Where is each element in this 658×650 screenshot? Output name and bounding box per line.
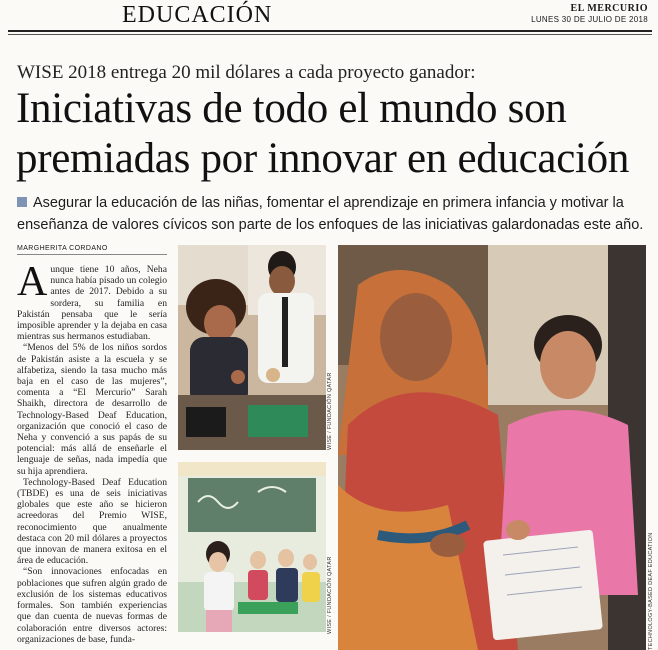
photo-illustration (178, 245, 326, 450)
photo-mother-daughter (338, 245, 646, 650)
article-headline: Iniciativas de todo el mundo son premiadas por innovar en educación (16, 85, 630, 182)
paragraph: Technology-Based Deaf Education (TBDE) es una de seis iniciativas globales que este año se hicieron acreedoras del Premio WISE, reconocimiento que anualmente destaca con 20 mil dólares a proyectos que innovan de manera exitosa en el área de educación. (17, 476, 167, 567)
paragraph (17, 264, 167, 342)
section-title: EDUCACIÓN (122, 2, 273, 28)
article-body (17, 264, 167, 650)
newspaper-name: EL MERCURIO (570, 3, 648, 14)
drop-cap: A (17, 264, 48, 305)
square-bullet-icon (17, 197, 27, 207)
photo-children-classroom (178, 462, 326, 632)
masthead (531, 3, 648, 24)
issue-date: LUNES 30 DE JULIO DE 2018 (531, 15, 648, 24)
header-rule (8, 30, 652, 32)
photo-illustration (338, 245, 646, 650)
paragraph: “Son innovaciones enfocadas en poblaciones que sufren algún grado de exclusión de los sistemas educativos formales. Son también experiencias que dan cuenta de nuevas formas de colaboración entre diversos actores: organizaciones de base, funda- (17, 566, 167, 645)
paragraph: “Menos del 5% de los niños sordos de Pakistán asiste a la escuela y se alfabetiza, siendo la tasa mucho más baja en el caso de las mujeres”, comenta a “El Mercurio” Sarah Shaikh, directora de desarrollo de Technology-Based Deaf Education, organización que conoció el caso de Neha y convenció a sus papás de su potencial: más allá de enseñarle el lenguaje de señas, nada impedía que su hija aprendiera. (17, 342, 167, 477)
photo-credit: TECHNOLOGY-BASED DEAF EDUCATION (648, 532, 654, 650)
article-kicker: WISE 2018 entrega 20 mil dólares a cada proyecto ganador: (17, 62, 476, 83)
photo-students-electronics (178, 245, 326, 450)
paragraph-text: unque tiene 10 años, Neha nunca había pisado un colegio antes de 2017. Debido a su sordera, su familia en Pakistán pensaba que le sería imposible aprender y la dejaba en casa mientras sus hermanos estudiaban. (17, 264, 167, 343)
header-rule-thin (8, 34, 652, 35)
article-deck (17, 192, 645, 236)
deck-text: Asegurar la educación de las niñas, fomentar el aprendizaje en primera infancia y motivar la enseñanza de valores cívicos son parte de los enfoques de las iniciativas galardonadas este año. (17, 195, 644, 233)
byline: MARGHERITA CORDANO (17, 245, 167, 255)
photo-credit: WISE / FUNDACIÓN QATAR (327, 556, 333, 634)
photo-credit: WISE / FUNDACIÓN QATAR (327, 372, 333, 450)
photo-illustration (178, 462, 326, 632)
